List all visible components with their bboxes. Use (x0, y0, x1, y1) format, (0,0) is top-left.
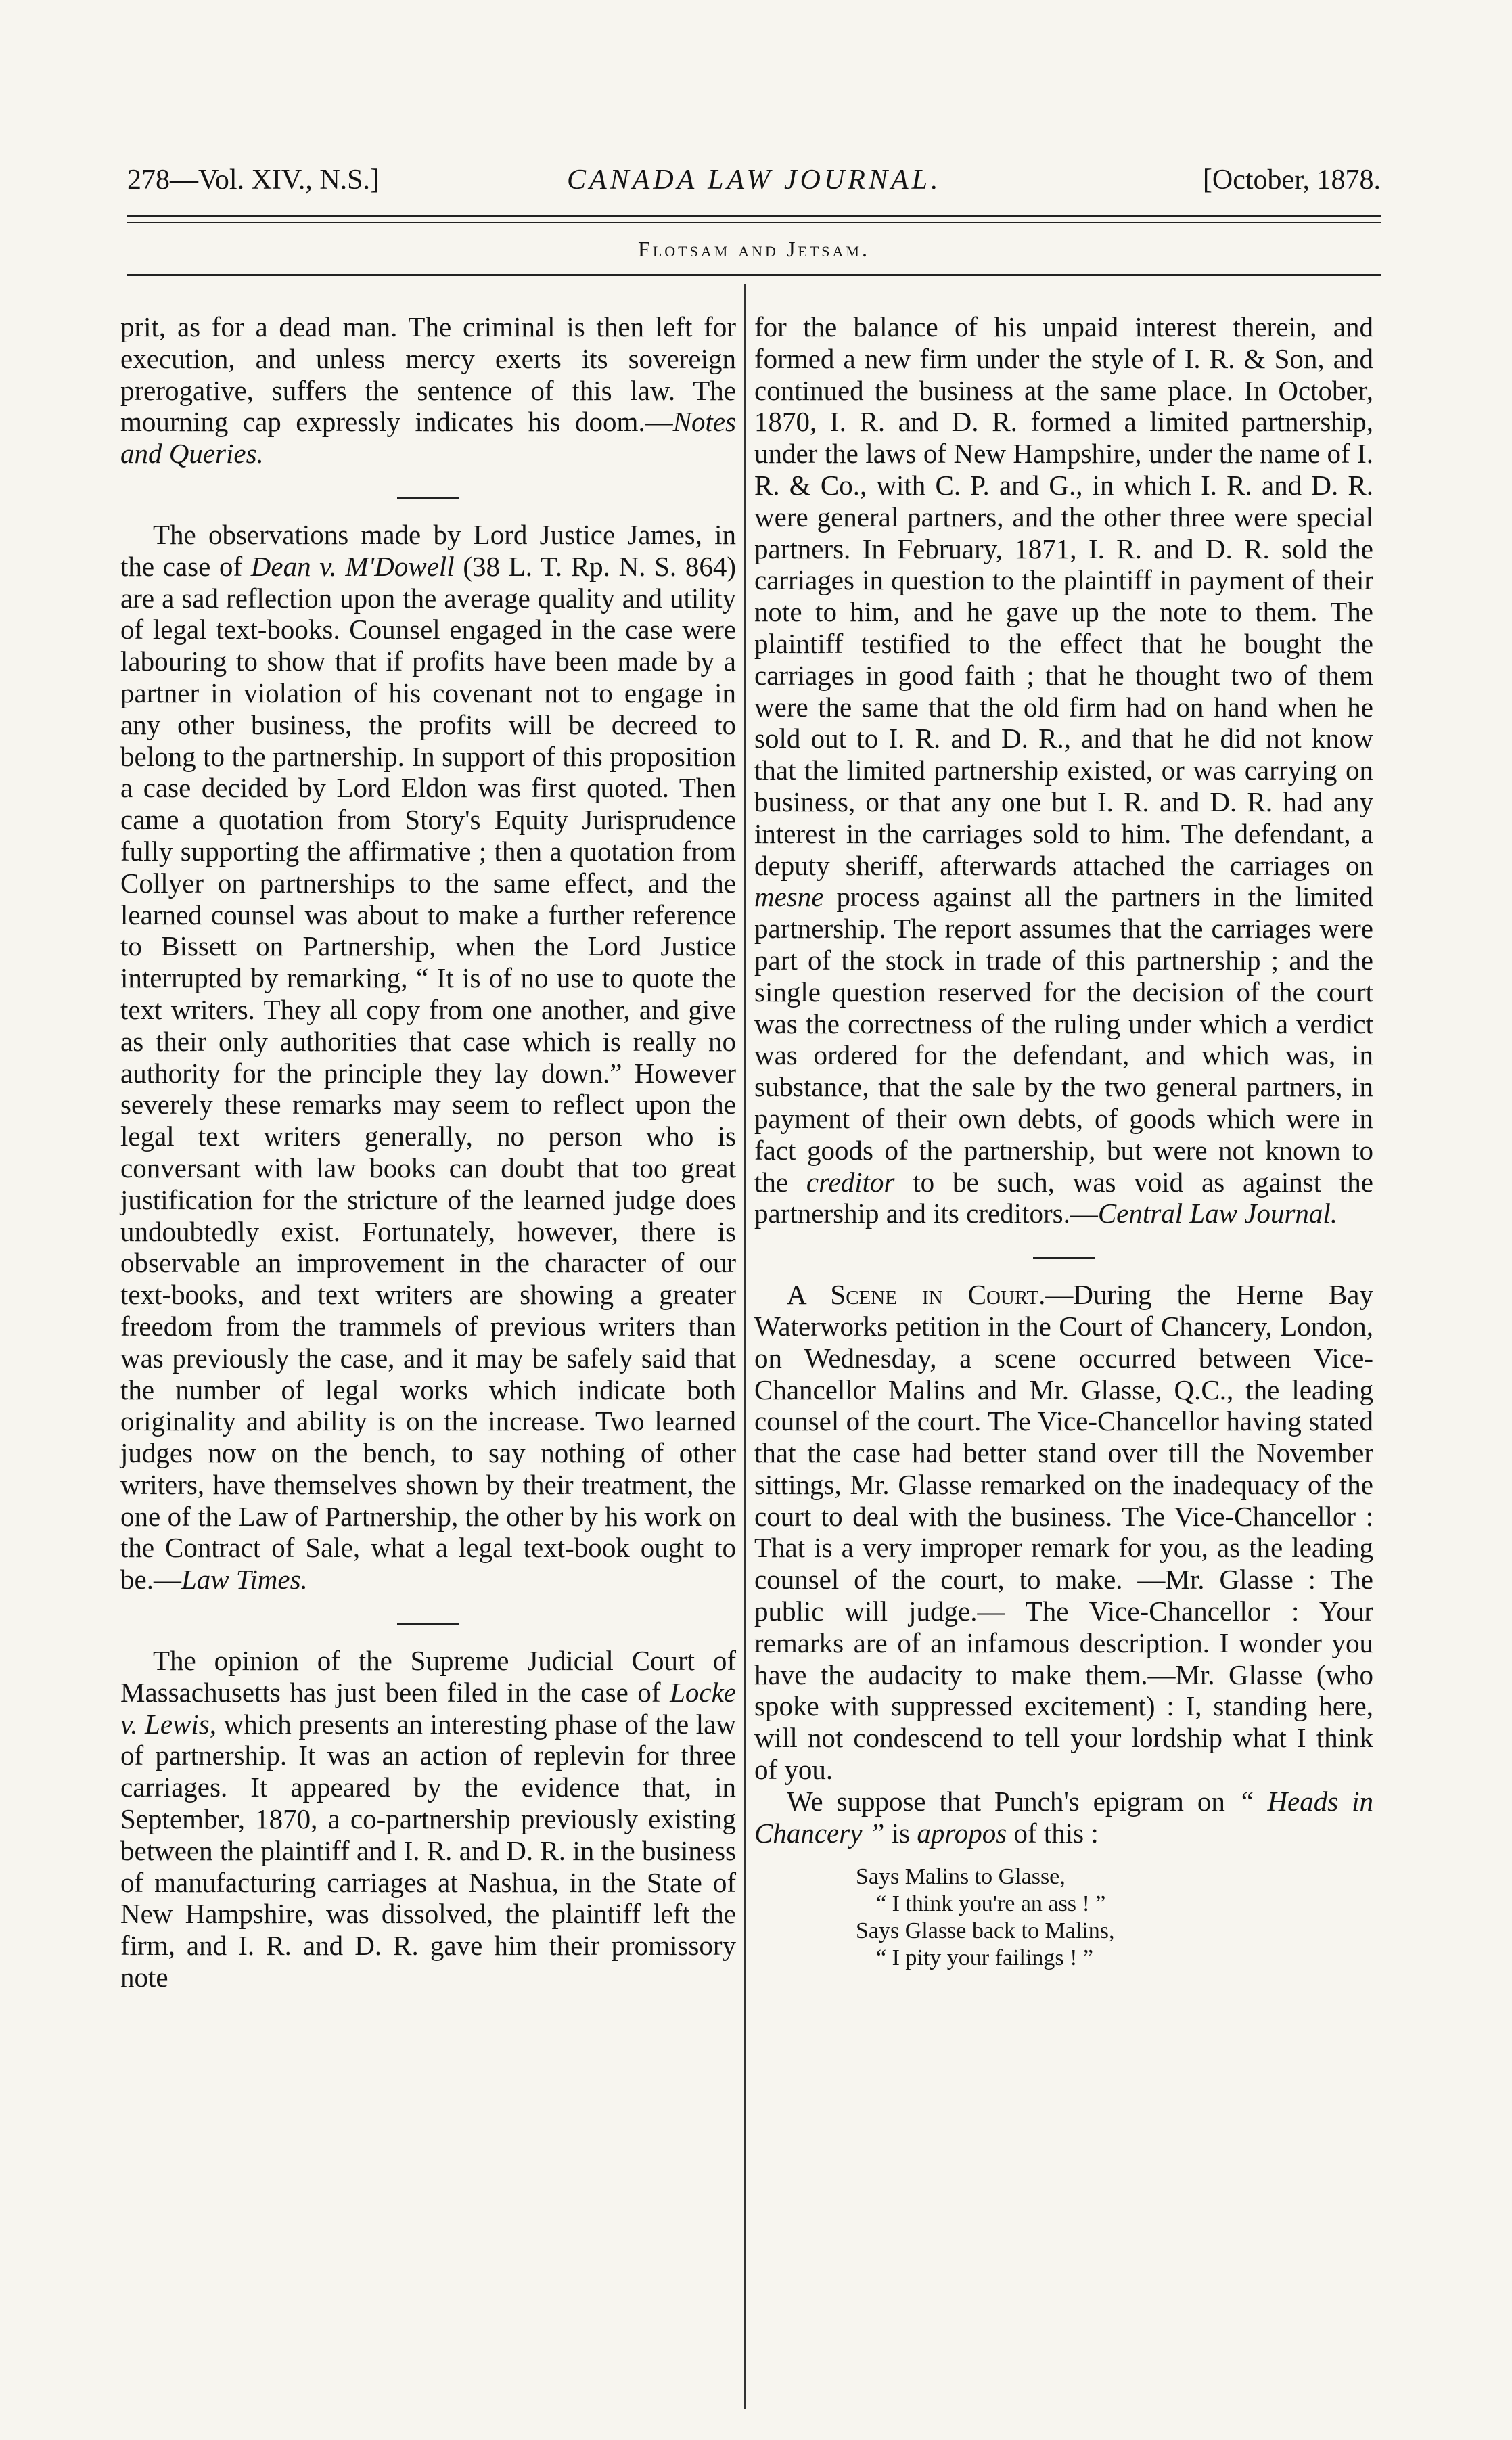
verse-line: Says Glasse back to Malins, (856, 1918, 1115, 1944)
case-name: Locke v. Lewis (120, 1676, 736, 1740)
header-rule-top (127, 215, 1381, 217)
page-reference: 278—Vol. XIV., N.S.] (127, 164, 380, 196)
article-separator (397, 1623, 459, 1625)
journal-title: CANADA LAW JOURNAL. (567, 164, 942, 196)
left-column (120, 311, 736, 1993)
section-rule (127, 274, 1381, 276)
article-text-books: The observations made by Lord Justice James, in the case of Dean v. M'Dowell (38 L. T. Rp. N. S. 864) are a sad reflection upon the average quality and utility of legal text-books. Counsel engaged in the case were labouring to show that if profits have been made by a partner in violation of his covenant not to engage in any other business, the profits will be decreed to belong to the partnership. In support of this proposition a case decided by Lord Eldon was first quoted. Then came a quotation from Story's Equity Jurisprudence fully supporting the affirmative ; then a quotation from Collyer on partnerships to the same effect, and the learned counsel was about to make a further reference to Bissett on Partnership, when the Lord Justice interrupted by remarking, “ It is of no use to quote the text writers. They all copy from one another, and give as their only authorities that case which is really no authority for the principle they lay down.” However severely these remarks may seem to reflect upon the legal text writers generally, no person who is conversant with law books can doubt that too great justification for the stricture of the learned judge does undoubtedly exist. Fortunately, however, there is observable an improvement in the character of our text-books, and text writers are showing a greater freedom from the trammels of previous writers than was previously the case, and it may be safely said that the number of legal works which indicate both originality and ability is on the increase. Two learned judges now on the bench, to say nothing of other writers, have themselves shown by their treatment, the one of the Law of Partnership, the other by his work on the Contract of Sale, what a legal text-book ought to be.—Law Times. (120, 518, 736, 1596)
verse-line: “ I pity your failings ! ” (876, 1945, 1094, 1971)
article-locke-v-lewis-continued: for the balance of his unpaid interest therein, and formed a new firm under the style of I. R. & Son, and continued the business at the same place. In October, 1870, I. R. and D. R. formed a limited partnership, under the laws of New Hampshire, under the name of I. R. & Co., with C. P. and G., in which I. R. and D. R. were general partners, and the other three were special partners. In February, 1871, I. R. and D. R. sold the carriages in question to the plaintiff in payment of their note to him, and he gave up the note to them. The plaintiff testified to the effect that he bought the carriages in good faith ; that he thought two of them were the same that the old firm had on hand when he sold out to I. R. and D. R., and that he did not know that the limited partnership existed, or was carrying on business, or that any one but I. R. and D. R. had any interest in the carriages sold to him. The defendant, a deputy sheriff, afterwards attached the carriages on mesne process against all the partners in the limited partnership. The report assumes that the carriages were part of the stock in trade of this partnership ; and the single question reserved for the decision of the court was the correctness of the ruling under which a verdict was ordered for the defendant, and which was, in substance, that the sale by the two general partners, in payment of their own debts, of goods which were in fact goods of the partnership, but were not known to the creditor to be such, was void as against the partnership and its creditors.—Central Law Journal. (754, 311, 1373, 1229)
section-title: Flotsam and Jetsam. (638, 237, 870, 261)
running-header (127, 157, 1381, 204)
article-separator (1033, 1257, 1095, 1259)
article-separator (397, 497, 459, 499)
source-central-law-journal: Central Law Journal. (1097, 1198, 1338, 1229)
issue-date: [October, 1878. (1202, 164, 1381, 196)
epigram-verse (856, 1863, 1373, 1972)
right-column (754, 311, 1373, 1972)
case-name: Dean v. M'Dowell (250, 550, 455, 582)
epigram-intro: We suppose that Punch's epigram on “ Heads in Chancery ” is apropos of this : (754, 1785, 1373, 1849)
verse-line: Says Malins to Glasse, (856, 1864, 1066, 1890)
source-notes-and-queries: Notes and Queries. (120, 406, 736, 470)
article-heading: A Scene in Court. (787, 1279, 1046, 1311)
source-law-times: Law Times. (181, 1564, 308, 1596)
column-divider (744, 284, 746, 2409)
verse-line: “ I think you're an ass ! ” (876, 1891, 1106, 1917)
header-rule-bottom (127, 222, 1381, 223)
article-scene-in-court: A Scene in Court.—During the Herne Bay Waterworks petition in the Court of Chancery, London, on Wednesday, a scene occurred between Vice-Chancellor Malins and Mr. Glasse, Q.C., the leading counsel of the court. The Vice-Chancellor having stated that the case had better stand over till the November sittings, Mr. Glasse remarked on the inadequacy of the court to deal with the business. The Vice-Chancellor : That is a very improper remark for you, as the leading counsel of the court, to make. —Mr. Glasse : The public will judge.— The Vice-Chancellor : Your remarks are of an infamous description. I wonder you have the audacity to make them.—Mr. Glasse (who spoke with suppressed excitement) : I, standing here, will not condescend to tell your lordship what I think of you. (754, 1279, 1373, 1786)
article-locke-v-lewis: The opinion of the Supreme Judicial Court of Massachusetts has just been filed in the case of Locke v. Lewis, which presents an interesting phase of the law of partnership. It was an action of replevin for three carriages. It appeared by the evidence that, in September, 1870, a co-partnership previously existing between the plaintiff and I. R. and D. R. in the business of manufacturing carriages at Nashua, in the State of New Hampshire, was dissolved, the plaintiff left the firm, and I. R. and D. R. gave him their promissory note (120, 1645, 736, 1993)
article-notes-and-queries-end: prit, as for a dead man. The criminal is then left for execution, and unless mercy exerts its sovereign prerogative, suffers the sentence of this law. The mourning cap expressly indicates his doom.—Notes and Queries. (120, 311, 736, 470)
